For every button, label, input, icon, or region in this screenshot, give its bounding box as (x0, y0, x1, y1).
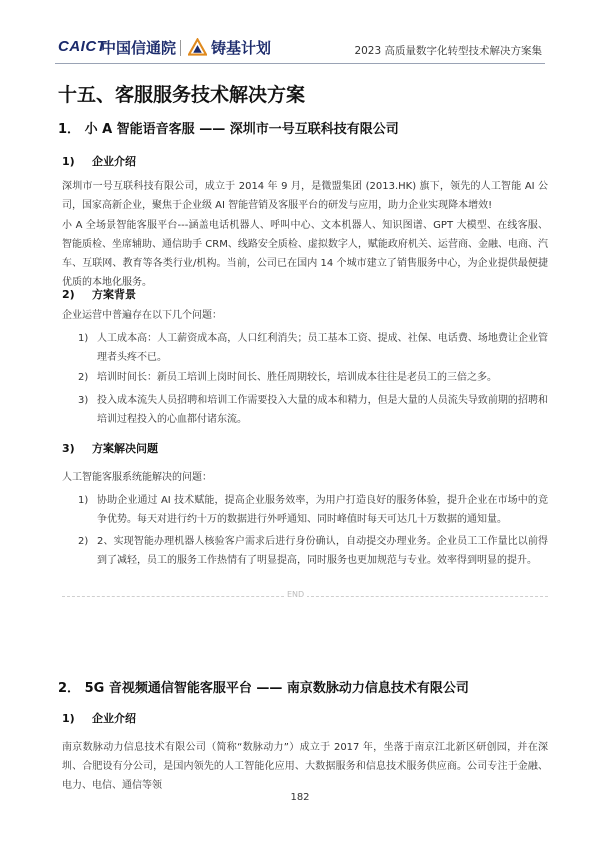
end-marker: END (284, 590, 307, 599)
list-item-text: 人工成本高：人工薪资成本高，人口红利消失；员工基本工资、提成、社保、电话费、场地费让企业管理者头疼不已。 (97, 333, 548, 363)
s1-background-lead: 企业运营中普遍存在以下几个问题： (62, 310, 222, 321)
caict-logo-cn: 中国信通院 (101, 39, 177, 57)
list-item-text: 协助企业通过 AI 技术赋能，提高企业服务效率，为用户打造良好的服务体验，提升企业在市场中的竞争优势。每天对进行约十万的数据进行外呼通知、同时峰值时每天可达几十万数据的通知量。 (97, 495, 548, 525)
s1-solution-heading (62, 440, 158, 456)
s2-intro-title: 企业介绍 (92, 712, 136, 725)
list-item-num: 2) (78, 372, 89, 383)
document-title: 2023 高质量数字化转型技术解决方案集 (354, 45, 542, 57)
list-item-text: 培训时间长：新员工培训上岗时间长、胜任周期较长，培训成本往往是老员工的三倍之多。 (97, 372, 497, 383)
page-header (0, 0, 600, 66)
s1-background-num: 2) (62, 288, 75, 301)
page-number: 182 (290, 792, 310, 803)
s1-intro-paragraph-1: 深圳市一号互联科技有限公司，成立于 2014 年 9 月，是微盟集团 (2013.HK) 旗下，领先的人工智能 AI 公司，国家高新企业，聚焦于企业级 AI 智能营销及客服平台的研发与应用，助力企业实现降本增效! (62, 181, 548, 211)
s1-solution-num: 3) (62, 442, 75, 455)
zhuji-logo-icon (188, 38, 207, 56)
list-item (78, 491, 548, 529)
s2-intro-num: 1) (62, 712, 75, 725)
s1-intro-heading (62, 153, 136, 169)
list-item-text: 2、实现智能办理机器人核验客户需求后进行身份确认，自动提交办理业务。企业员工工作量比以前得到了减轻，员工的服务工作热情有了明显提高，同时服务也更加规范与专业。效率得到明显的提升。 (97, 536, 548, 566)
s1-solution-lead: 人工智能客服系统能解决的问题： (62, 472, 212, 483)
list-item-num: 1) (78, 333, 89, 344)
s1-intro-paragraph-2: 小 A 全场景智能客服平台---涵盖电话机器人、呼叫中心、文本机器人、知识图谱、GPT 大模型、在线客服、智能质检、坐席辅助、通信助手 CRM、线路安全质检、虚拟数字人，赋能政府机关、运营商、金融、电商、汽车、互联网、教育等各类行业/机构。当前，公司已在国内 14 个城市建立了销售服务中心，为企业提供最便捷优质的本地化服务。 (62, 220, 548, 288)
zhuji-logo-text: 铸基计划 (211, 39, 272, 57)
s1-intro-num: 1) (62, 155, 75, 168)
header-divider (55, 63, 545, 64)
list-item-text: 投入成本流失人员招聘和培训工作需要投入大量的成本和精力，但是大量的人员流失导致前期的招聘和培训过程投入的心血都付诸东流。 (97, 395, 548, 425)
caict-logo: CAICT (58, 38, 107, 55)
list-item-num: 2) (78, 536, 89, 547)
chapter-title: 十五、客服服务技术解决方案 (58, 84, 306, 106)
list-item (78, 329, 548, 367)
section-1-heading: 1． 小 A 智能语音客服 —— 深圳市一号互联科技有限公司 (58, 122, 399, 137)
section-2-heading: 2． 5G 音视频通信智能客服平台 —— 南京数脉动力信息技术有限公司 (58, 681, 469, 696)
list-item-num: 1) (78, 495, 89, 506)
list-item (78, 532, 548, 570)
list-item (78, 368, 548, 387)
list-item (78, 391, 548, 429)
s1-solution-title: 方案解决问题 (92, 442, 158, 455)
s1-background-title: 方案背景 (92, 288, 136, 301)
s2-intro-paragraph-1: 南京数脉动力信息技术有限公司（简称“数脉动力”）成立于 2017 年，坐落于南京江北新区研创园，并在深圳、合肥设有分公司，是国内领先的人工智能化应用、大数据服务和信息技术服务供应商。公司专注于金融、电力、电信、通信等领 (62, 742, 548, 791)
s2-intro-heading (62, 710, 136, 726)
logo-divider (180, 40, 181, 56)
list-item-num: 3) (78, 395, 89, 406)
s1-background-heading (62, 286, 136, 302)
s1-intro-title: 企业介绍 (92, 155, 136, 168)
